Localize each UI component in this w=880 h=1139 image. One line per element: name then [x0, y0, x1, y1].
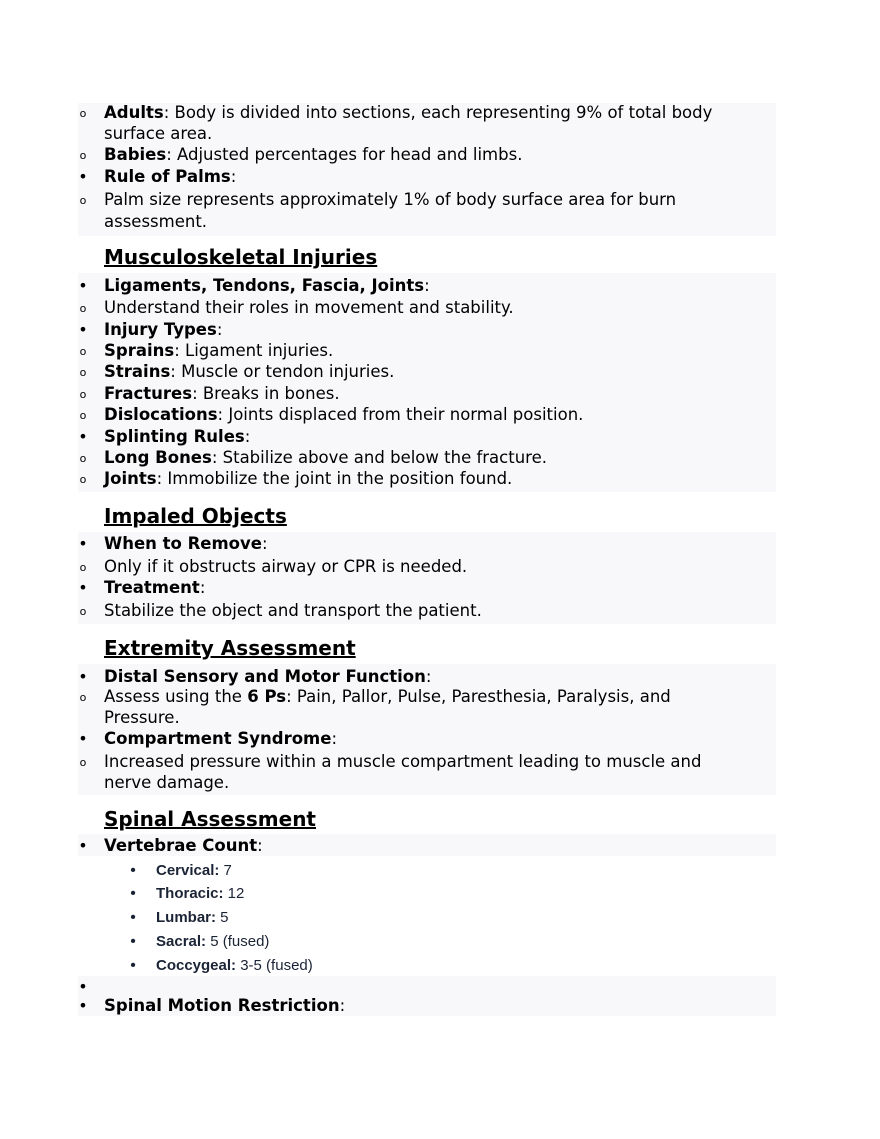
bullet-icon: •	[78, 996, 88, 1015]
item-text: Only if it obstructs airway or CPR is needed.	[104, 557, 468, 576]
item-text: :	[244, 427, 251, 446]
list-item	[79, 340, 334, 362]
list-item	[79, 447, 547, 469]
list-item	[78, 666, 432, 688]
bullet-icon: •	[78, 427, 88, 446]
item-term: Long Bones	[104, 448, 212, 467]
list-item	[78, 275, 430, 297]
item-text: : Body is divided into sections, each representing 9% of total body	[163, 103, 713, 122]
item-term: Fractures	[104, 384, 193, 403]
circle-bullet-icon: o	[79, 366, 87, 379]
list-item	[78, 728, 337, 750]
item-text: Pressure.	[104, 708, 180, 727]
item-text: : Ligament injuries.	[174, 341, 334, 360]
bullet-icon: •	[78, 320, 88, 339]
bullet-icon: •	[78, 167, 88, 186]
item-text: :	[199, 578, 206, 597]
bullet-icon: •	[78, 667, 88, 686]
item-text: Palm size represents approximately 1% of body surface area for burn	[104, 190, 677, 209]
list-item	[130, 860, 232, 882]
section-heading	[104, 635, 356, 661]
section-heading	[104, 503, 287, 529]
circle-bullet-icon: o	[79, 605, 87, 618]
item-term: Rule of Palms	[104, 167, 231, 186]
circle-bullet-icon: o	[79, 194, 87, 207]
circle-bullet-icon: o	[79, 473, 87, 486]
item-term: Sprains	[104, 341, 175, 360]
list-item	[104, 123, 212, 145]
list-item	[78, 835, 263, 857]
item-text: : Breaks in bones.	[192, 384, 340, 403]
circle-bullet-icon: o	[79, 388, 87, 401]
item-text: 5 (fused)	[206, 933, 270, 950]
item-term: When to Remove	[104, 534, 262, 553]
item-text: Impaled Objects	[104, 504, 287, 528]
item-term: 6 Ps	[247, 687, 287, 706]
list-item	[78, 319, 223, 341]
item-text: Understand their roles in movement and stability.	[104, 298, 514, 317]
item-text: :	[216, 320, 223, 339]
item-text: Assess using the	[104, 687, 248, 706]
item-text: nerve damage.	[104, 773, 230, 792]
circle-bullet-icon: o	[79, 149, 87, 162]
list-item	[78, 533, 268, 555]
item-text: Stabilize the object and transport the patient.	[104, 601, 482, 620]
bullet-icon: •	[130, 909, 136, 926]
item-text: :	[230, 167, 237, 186]
list-item	[130, 907, 229, 929]
bullet-icon: •	[130, 885, 136, 902]
item-text: 5	[216, 909, 229, 926]
bullet-icon: •	[78, 836, 88, 855]
item-text: :	[331, 729, 337, 748]
circle-bullet-icon: o	[79, 302, 87, 315]
item-text: :	[425, 667, 432, 686]
item-text: :	[261, 534, 268, 553]
list-item	[79, 144, 523, 166]
list-item	[104, 707, 180, 729]
item-term: Thoracic:	[156, 885, 224, 902]
bullet-icon: •	[130, 862, 136, 879]
item-term: Strains	[104, 362, 171, 381]
list-item	[79, 383, 340, 405]
list-item	[79, 297, 514, 319]
circle-bullet-icon: o	[79, 756, 87, 769]
list-item	[79, 189, 677, 211]
item-text: surface area.	[104, 124, 213, 143]
item-text: Extremity Assessment	[104, 636, 356, 660]
item-term: Treatment	[104, 578, 200, 597]
circle-bullet-icon: o	[79, 107, 87, 120]
bullet-icon: •	[78, 729, 88, 748]
item-text: :	[339, 996, 346, 1015]
item-text: : Muscle or tendon injuries.	[170, 362, 395, 381]
item-term: Joints	[104, 469, 157, 488]
list-item	[130, 931, 270, 953]
list-item	[79, 556, 468, 578]
item-term: Coccygeal:	[156, 957, 237, 974]
bullet-icon: •	[78, 534, 88, 553]
item-text: assessment.	[104, 212, 208, 231]
circle-bullet-icon: o	[79, 409, 87, 422]
list-item	[78, 166, 237, 188]
item-term: Compartment Syndrome	[104, 729, 332, 748]
list-item	[79, 404, 584, 426]
list-item	[79, 102, 713, 124]
item-text: : Stabilize above and below the fracture.	[211, 448, 547, 467]
section-heading	[104, 806, 316, 832]
list-item	[104, 772, 229, 794]
item-term: Lumbar:	[156, 909, 216, 926]
circle-bullet-icon: o	[79, 452, 87, 465]
item-text: : Immobilize the joint in the position found.	[156, 469, 513, 488]
list-item	[78, 426, 251, 448]
circle-bullet-icon: o	[79, 561, 87, 574]
item-term: Injury Types	[104, 320, 217, 339]
item-term: Cervical:	[156, 862, 220, 879]
item-text: : Adjusted percentages for head and limbs.	[166, 145, 523, 164]
circle-bullet-icon: o	[79, 345, 87, 358]
bullet-icon: •	[78, 276, 88, 295]
item-text: 7	[219, 862, 232, 879]
item-term: Ligaments, Tendons, Fascia, Joints	[104, 276, 425, 295]
list-item	[130, 955, 313, 977]
list-item	[79, 751, 702, 773]
bullet-icon: •	[78, 977, 88, 996]
item-term: Vertebrae Count	[104, 836, 258, 855]
item-term: Dislocations	[104, 405, 218, 424]
item-term: Spinal Motion Restriction	[104, 996, 340, 1015]
item-term: Adults	[104, 103, 164, 122]
item-term: Babies	[104, 145, 167, 164]
item-text: 12	[223, 885, 245, 902]
list-item	[79, 361, 395, 383]
list-item	[79, 468, 513, 490]
bullet-icon: •	[130, 957, 136, 974]
section-heading	[104, 244, 377, 270]
item-term: Sacral:	[156, 933, 207, 950]
item-text: Musculoskeletal Injuries	[104, 245, 378, 269]
item-term: Distal Sensory and Motor Function	[104, 667, 426, 686]
item-text: Increased pressure within a muscle compartment leading to muscle and	[104, 752, 702, 771]
item-text: :	[257, 836, 263, 855]
list-item	[79, 686, 671, 708]
list-item	[79, 600, 482, 622]
item-text: 3-5 (fused)	[236, 957, 313, 974]
bullet-icon: •	[78, 578, 88, 597]
list-item	[78, 995, 346, 1017]
item-text: Spinal Assessment	[104, 807, 316, 831]
item-text: : Pain, Pallor, Pulse, Paresthesia, Paralysis, and	[286, 687, 671, 706]
list-item	[130, 883, 245, 905]
item-text: :	[424, 276, 430, 295]
item-term: Splinting Rules	[104, 427, 245, 446]
list-item	[104, 211, 207, 233]
circle-bullet-icon: o	[79, 691, 87, 704]
list-item	[78, 577, 206, 599]
bullet-icon: •	[130, 933, 136, 950]
item-text: : Joints displaced from their normal position.	[217, 405, 584, 424]
